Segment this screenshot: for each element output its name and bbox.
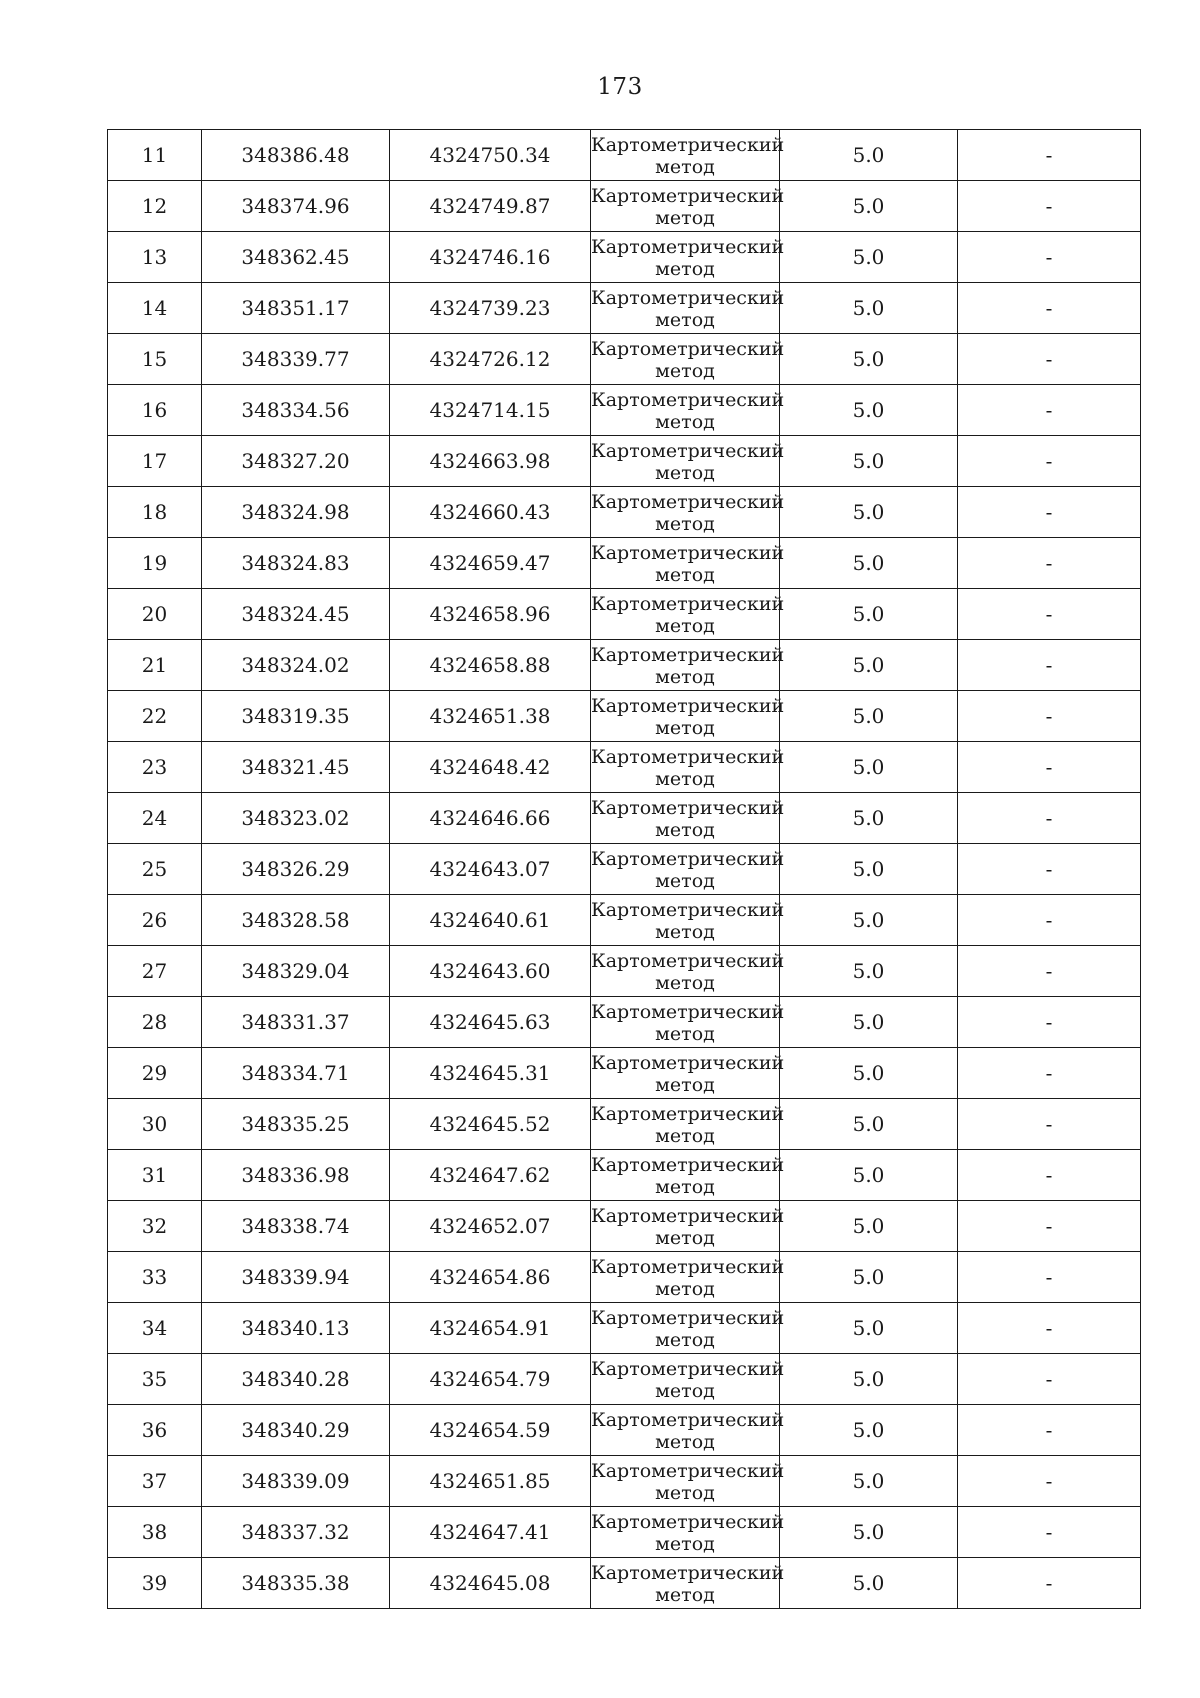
x-coordinate-cell: 348324.83 bbox=[202, 538, 390, 589]
method-line-2: метод bbox=[655, 513, 715, 535]
method-line-2: метод bbox=[655, 1533, 715, 1555]
note-cell: - bbox=[958, 1048, 1141, 1099]
accuracy-cell: 5.0 bbox=[780, 640, 958, 691]
method-line-2: метод bbox=[655, 1176, 715, 1198]
method-line-2: метод bbox=[655, 258, 715, 280]
note-cell: - bbox=[958, 1456, 1141, 1507]
method-line-1: Картометрический bbox=[591, 1205, 785, 1227]
accuracy-cell: 5.0 bbox=[780, 1354, 958, 1405]
point-number-cell: 33 bbox=[108, 1252, 202, 1303]
table-row bbox=[108, 487, 1141, 538]
method-cell bbox=[591, 1354, 785, 1405]
x-coordinate-cell: 348323.02 bbox=[202, 793, 390, 844]
method-line-1: Картометрический bbox=[591, 1409, 785, 1431]
method-cell bbox=[591, 997, 785, 1048]
x-coordinate-cell: 348351.17 bbox=[202, 283, 390, 334]
y-coordinate-cell: 4324654.91 bbox=[390, 1303, 591, 1354]
accuracy-cell: 5.0 bbox=[780, 283, 958, 334]
method-line-2: метод bbox=[655, 360, 715, 382]
accuracy-cell: 5.0 bbox=[780, 334, 958, 385]
method-line-2: метод bbox=[655, 615, 715, 637]
method-line-2: метод bbox=[655, 564, 715, 586]
note-cell: - bbox=[958, 283, 1141, 334]
y-coordinate-cell: 4324643.07 bbox=[390, 844, 591, 895]
method-line-1: Картометрический bbox=[591, 950, 785, 972]
y-coordinate-cell: 4324640.61 bbox=[390, 895, 591, 946]
accuracy-cell: 5.0 bbox=[780, 589, 958, 640]
note-cell: - bbox=[958, 1099, 1141, 1150]
accuracy-cell: 5.0 bbox=[780, 895, 958, 946]
method-cell bbox=[591, 334, 785, 385]
point-number-cell: 35 bbox=[108, 1354, 202, 1405]
point-number-cell: 12 bbox=[108, 181, 202, 232]
point-number-cell: 24 bbox=[108, 793, 202, 844]
x-coordinate-cell: 348340.13 bbox=[202, 1303, 390, 1354]
note-cell: - bbox=[958, 232, 1141, 283]
y-coordinate-cell: 4324646.66 bbox=[390, 793, 591, 844]
note-cell: - bbox=[958, 436, 1141, 487]
x-coordinate-cell: 348339.94 bbox=[202, 1252, 390, 1303]
x-coordinate-cell: 348374.96 bbox=[202, 181, 390, 232]
table-row bbox=[108, 436, 1141, 487]
method-line-1: Картометрический bbox=[591, 746, 785, 768]
point-number-cell: 13 bbox=[108, 232, 202, 283]
point-number-cell: 25 bbox=[108, 844, 202, 895]
method-line-2: метод bbox=[655, 1023, 715, 1045]
x-coordinate-cell: 348334.56 bbox=[202, 385, 390, 436]
method-line-1: Картометрический bbox=[591, 338, 785, 360]
note-cell: - bbox=[958, 844, 1141, 895]
method-line-1: Картометрический bbox=[591, 1001, 785, 1023]
accuracy-cell: 5.0 bbox=[780, 946, 958, 997]
table-row bbox=[108, 385, 1141, 436]
y-coordinate-cell: 4324645.08 bbox=[390, 1558, 591, 1609]
y-coordinate-cell: 4324647.41 bbox=[390, 1507, 591, 1558]
method-cell bbox=[591, 844, 785, 895]
y-coordinate-cell: 4324714.15 bbox=[390, 385, 591, 436]
note-cell: - bbox=[958, 1507, 1141, 1558]
point-number-cell: 39 bbox=[108, 1558, 202, 1609]
x-coordinate-cell: 348340.29 bbox=[202, 1405, 390, 1456]
method-cell bbox=[591, 1150, 785, 1201]
method-line-2: метод bbox=[655, 1074, 715, 1096]
method-line-1: Картометрический bbox=[591, 1511, 785, 1533]
coordinates-table bbox=[107, 129, 1141, 1609]
accuracy-cell: 5.0 bbox=[780, 1507, 958, 1558]
method-line-1: Картометрический bbox=[591, 1052, 785, 1074]
accuracy-cell: 5.0 bbox=[780, 1099, 958, 1150]
method-line-2: метод bbox=[655, 1431, 715, 1453]
method-cell bbox=[591, 436, 785, 487]
y-coordinate-cell: 4324654.86 bbox=[390, 1252, 591, 1303]
method-line-2: метод bbox=[655, 819, 715, 841]
accuracy-cell: 5.0 bbox=[780, 1150, 958, 1201]
method-line-2: метод bbox=[655, 1125, 715, 1147]
point-number-cell: 14 bbox=[108, 283, 202, 334]
method-line-2: метод bbox=[655, 921, 715, 943]
method-line-1: Картометрический bbox=[591, 1460, 785, 1482]
method-cell bbox=[591, 385, 785, 436]
y-coordinate-cell: 4324749.87 bbox=[390, 181, 591, 232]
method-line-1: Картометрический bbox=[591, 848, 785, 870]
method-line-1: Картометрический bbox=[591, 440, 785, 462]
method-cell bbox=[591, 742, 785, 793]
table-row bbox=[108, 1099, 1141, 1150]
y-coordinate-cell: 4324654.59 bbox=[390, 1405, 591, 1456]
accuracy-cell: 5.0 bbox=[780, 538, 958, 589]
point-number-cell: 16 bbox=[108, 385, 202, 436]
accuracy-cell: 5.0 bbox=[780, 181, 958, 232]
note-cell: - bbox=[958, 691, 1141, 742]
x-coordinate-cell: 348340.28 bbox=[202, 1354, 390, 1405]
note-cell: - bbox=[958, 538, 1141, 589]
point-number-cell: 36 bbox=[108, 1405, 202, 1456]
table-row bbox=[108, 793, 1141, 844]
table-row bbox=[108, 997, 1141, 1048]
accuracy-cell: 5.0 bbox=[780, 436, 958, 487]
y-coordinate-cell: 4324651.85 bbox=[390, 1456, 591, 1507]
method-line-2: метод bbox=[655, 156, 715, 178]
y-coordinate-cell: 4324658.96 bbox=[390, 589, 591, 640]
table-row bbox=[108, 1507, 1141, 1558]
y-coordinate-cell: 4324645.52 bbox=[390, 1099, 591, 1150]
method-line-1: Картометрический bbox=[591, 134, 785, 156]
point-number-cell: 17 bbox=[108, 436, 202, 487]
y-coordinate-cell: 4324647.62 bbox=[390, 1150, 591, 1201]
note-cell: - bbox=[958, 1303, 1141, 1354]
x-coordinate-cell: 348335.25 bbox=[202, 1099, 390, 1150]
table-row bbox=[108, 130, 1141, 181]
accuracy-cell: 5.0 bbox=[780, 385, 958, 436]
point-number-cell: 22 bbox=[108, 691, 202, 742]
y-coordinate-cell: 4324645.63 bbox=[390, 997, 591, 1048]
note-cell: - bbox=[958, 130, 1141, 181]
table-row bbox=[108, 640, 1141, 691]
method-line-2: метод bbox=[655, 309, 715, 331]
table-row bbox=[108, 946, 1141, 997]
method-cell bbox=[591, 1048, 785, 1099]
method-line-1: Картометрический bbox=[591, 1307, 785, 1329]
table-row bbox=[108, 1150, 1141, 1201]
method-cell bbox=[591, 1099, 785, 1150]
point-number-cell: 21 bbox=[108, 640, 202, 691]
y-coordinate-cell: 4324750.34 bbox=[390, 130, 591, 181]
note-cell: - bbox=[958, 334, 1141, 385]
point-number-cell: 38 bbox=[108, 1507, 202, 1558]
method-cell bbox=[591, 232, 785, 283]
x-coordinate-cell: 348321.45 bbox=[202, 742, 390, 793]
method-cell bbox=[591, 487, 785, 538]
table-row bbox=[108, 181, 1141, 232]
method-cell bbox=[591, 691, 785, 742]
note-cell: - bbox=[958, 181, 1141, 232]
method-cell bbox=[591, 640, 785, 691]
table-row bbox=[108, 1456, 1141, 1507]
note-cell: - bbox=[958, 895, 1141, 946]
note-cell: - bbox=[958, 1201, 1141, 1252]
method-line-1: Картометрический bbox=[591, 389, 785, 411]
accuracy-cell: 5.0 bbox=[780, 793, 958, 844]
note-cell: - bbox=[958, 997, 1141, 1048]
note-cell: - bbox=[958, 640, 1141, 691]
point-number-cell: 15 bbox=[108, 334, 202, 385]
method-line-2: метод bbox=[655, 768, 715, 790]
note-cell: - bbox=[958, 1150, 1141, 1201]
note-cell: - bbox=[958, 793, 1141, 844]
accuracy-cell: 5.0 bbox=[780, 1201, 958, 1252]
x-coordinate-cell: 348327.20 bbox=[202, 436, 390, 487]
accuracy-cell: 5.0 bbox=[780, 1048, 958, 1099]
method-line-1: Картометрический bbox=[591, 287, 785, 309]
note-cell: - bbox=[958, 487, 1141, 538]
table-row bbox=[108, 895, 1141, 946]
page-number: 173 bbox=[597, 74, 643, 100]
accuracy-cell: 5.0 bbox=[780, 487, 958, 538]
note-cell: - bbox=[958, 589, 1141, 640]
method-line-1: Картометрический bbox=[591, 1154, 785, 1176]
table-row bbox=[108, 1252, 1141, 1303]
table-row bbox=[108, 334, 1141, 385]
method-line-2: метод bbox=[655, 1278, 715, 1300]
method-cell bbox=[591, 946, 785, 997]
table-row bbox=[108, 538, 1141, 589]
method-cell bbox=[591, 895, 785, 946]
point-number-cell: 28 bbox=[108, 997, 202, 1048]
method-cell bbox=[591, 1201, 785, 1252]
note-cell: - bbox=[958, 385, 1141, 436]
method-line-1: Картометрический bbox=[591, 593, 785, 615]
x-coordinate-cell: 348334.71 bbox=[202, 1048, 390, 1099]
point-number-cell: 34 bbox=[108, 1303, 202, 1354]
method-line-2: метод bbox=[655, 207, 715, 229]
method-cell bbox=[591, 1456, 785, 1507]
table-row bbox=[108, 1354, 1141, 1405]
accuracy-cell: 5.0 bbox=[780, 1303, 958, 1354]
method-line-2: метод bbox=[655, 411, 715, 433]
y-coordinate-cell: 4324645.31 bbox=[390, 1048, 591, 1099]
table-row bbox=[108, 1558, 1141, 1609]
x-coordinate-cell: 348329.04 bbox=[202, 946, 390, 997]
accuracy-cell: 5.0 bbox=[780, 844, 958, 895]
accuracy-cell: 5.0 bbox=[780, 1252, 958, 1303]
coordinates-table-body bbox=[108, 130, 1141, 1609]
note-cell: - bbox=[958, 946, 1141, 997]
accuracy-cell: 5.0 bbox=[780, 691, 958, 742]
point-number-cell: 23 bbox=[108, 742, 202, 793]
method-line-2: метод bbox=[655, 1227, 715, 1249]
method-line-2: метод bbox=[655, 717, 715, 739]
y-coordinate-cell: 4324660.43 bbox=[390, 487, 591, 538]
x-coordinate-cell: 348338.74 bbox=[202, 1201, 390, 1252]
x-coordinate-cell: 348326.29 bbox=[202, 844, 390, 895]
table-row bbox=[108, 1201, 1141, 1252]
accuracy-cell: 5.0 bbox=[780, 232, 958, 283]
y-coordinate-cell: 4324652.07 bbox=[390, 1201, 591, 1252]
x-coordinate-cell: 348328.58 bbox=[202, 895, 390, 946]
method-cell bbox=[591, 1252, 785, 1303]
x-coordinate-cell: 348335.38 bbox=[202, 1558, 390, 1609]
point-number-cell: 11 bbox=[108, 130, 202, 181]
point-number-cell: 27 bbox=[108, 946, 202, 997]
x-coordinate-cell: 348362.45 bbox=[202, 232, 390, 283]
x-coordinate-cell: 348337.32 bbox=[202, 1507, 390, 1558]
y-coordinate-cell: 4324659.47 bbox=[390, 538, 591, 589]
point-number-cell: 31 bbox=[108, 1150, 202, 1201]
method-cell bbox=[591, 538, 785, 589]
note-cell: - bbox=[958, 1558, 1141, 1609]
method-cell bbox=[591, 1558, 785, 1609]
accuracy-cell: 5.0 bbox=[780, 1456, 958, 1507]
x-coordinate-cell: 348386.48 bbox=[202, 130, 390, 181]
note-cell: - bbox=[958, 1405, 1141, 1456]
method-cell bbox=[591, 283, 785, 334]
x-coordinate-cell: 348331.37 bbox=[202, 997, 390, 1048]
point-number-cell: 37 bbox=[108, 1456, 202, 1507]
method-line-1: Картометрический bbox=[591, 797, 785, 819]
point-number-cell: 18 bbox=[108, 487, 202, 538]
point-number-cell: 26 bbox=[108, 895, 202, 946]
method-line-2: метод bbox=[655, 1329, 715, 1351]
table-row bbox=[108, 691, 1141, 742]
method-line-2: метод bbox=[655, 462, 715, 484]
table-row bbox=[108, 1405, 1141, 1456]
accuracy-cell: 5.0 bbox=[780, 742, 958, 793]
point-number-cell: 29 bbox=[108, 1048, 202, 1099]
method-line-1: Картометрический bbox=[591, 1562, 785, 1584]
y-coordinate-cell: 4324648.42 bbox=[390, 742, 591, 793]
method-line-2: метод bbox=[655, 972, 715, 994]
x-coordinate-cell: 348339.09 bbox=[202, 1456, 390, 1507]
method-cell bbox=[591, 181, 785, 232]
y-coordinate-cell: 4324651.38 bbox=[390, 691, 591, 742]
y-coordinate-cell: 4324746.16 bbox=[390, 232, 591, 283]
y-coordinate-cell: 4324739.23 bbox=[390, 283, 591, 334]
method-cell bbox=[591, 130, 785, 181]
note-cell: - bbox=[958, 1252, 1141, 1303]
x-coordinate-cell: 348324.98 bbox=[202, 487, 390, 538]
table-row bbox=[108, 844, 1141, 895]
point-number-cell: 20 bbox=[108, 589, 202, 640]
method-line-1: Картометрический bbox=[591, 1256, 785, 1278]
method-line-2: метод bbox=[655, 666, 715, 688]
method-line-1: Картометрический bbox=[591, 644, 785, 666]
method-line-1: Картометрический bbox=[591, 695, 785, 717]
point-number-cell: 30 bbox=[108, 1099, 202, 1150]
method-line-2: метод bbox=[655, 1380, 715, 1402]
table-row bbox=[108, 1048, 1141, 1099]
table-row bbox=[108, 232, 1141, 283]
accuracy-cell: 5.0 bbox=[780, 997, 958, 1048]
accuracy-cell: 5.0 bbox=[780, 130, 958, 181]
method-line-1: Картометрический bbox=[591, 1103, 785, 1125]
point-number-cell: 32 bbox=[108, 1201, 202, 1252]
x-coordinate-cell: 348319.35 bbox=[202, 691, 390, 742]
method-line-1: Картометрический bbox=[591, 899, 785, 921]
method-cell bbox=[591, 1405, 785, 1456]
method-line-1: Картометрический bbox=[591, 236, 785, 258]
point-number-cell: 19 bbox=[108, 538, 202, 589]
method-line-1: Картометрический bbox=[591, 542, 785, 564]
table-row bbox=[108, 589, 1141, 640]
method-line-1: Картометрический bbox=[591, 491, 785, 513]
y-coordinate-cell: 4324654.79 bbox=[390, 1354, 591, 1405]
method-cell bbox=[591, 1303, 785, 1354]
table-row bbox=[108, 283, 1141, 334]
x-coordinate-cell: 348339.77 bbox=[202, 334, 390, 385]
y-coordinate-cell: 4324658.88 bbox=[390, 640, 591, 691]
accuracy-cell: 5.0 bbox=[780, 1405, 958, 1456]
note-cell: - bbox=[958, 742, 1141, 793]
y-coordinate-cell: 4324663.98 bbox=[390, 436, 591, 487]
x-coordinate-cell: 348336.98 bbox=[202, 1150, 390, 1201]
note-cell: - bbox=[958, 1354, 1141, 1405]
method-cell bbox=[591, 589, 785, 640]
method-cell bbox=[591, 1507, 785, 1558]
x-coordinate-cell: 348324.02 bbox=[202, 640, 390, 691]
method-line-2: метод bbox=[655, 1482, 715, 1504]
accuracy-cell: 5.0 bbox=[780, 1558, 958, 1609]
table-row bbox=[108, 742, 1141, 793]
table-row bbox=[108, 1303, 1141, 1354]
y-coordinate-cell: 4324726.12 bbox=[390, 334, 591, 385]
method-line-1: Картометрический bbox=[591, 185, 785, 207]
method-cell bbox=[591, 793, 785, 844]
x-coordinate-cell: 348324.45 bbox=[202, 589, 390, 640]
method-line-1: Картометрический bbox=[591, 1358, 785, 1380]
y-coordinate-cell: 4324643.60 bbox=[390, 946, 591, 997]
method-line-2: метод bbox=[655, 1584, 715, 1606]
method-line-2: метод bbox=[655, 870, 715, 892]
